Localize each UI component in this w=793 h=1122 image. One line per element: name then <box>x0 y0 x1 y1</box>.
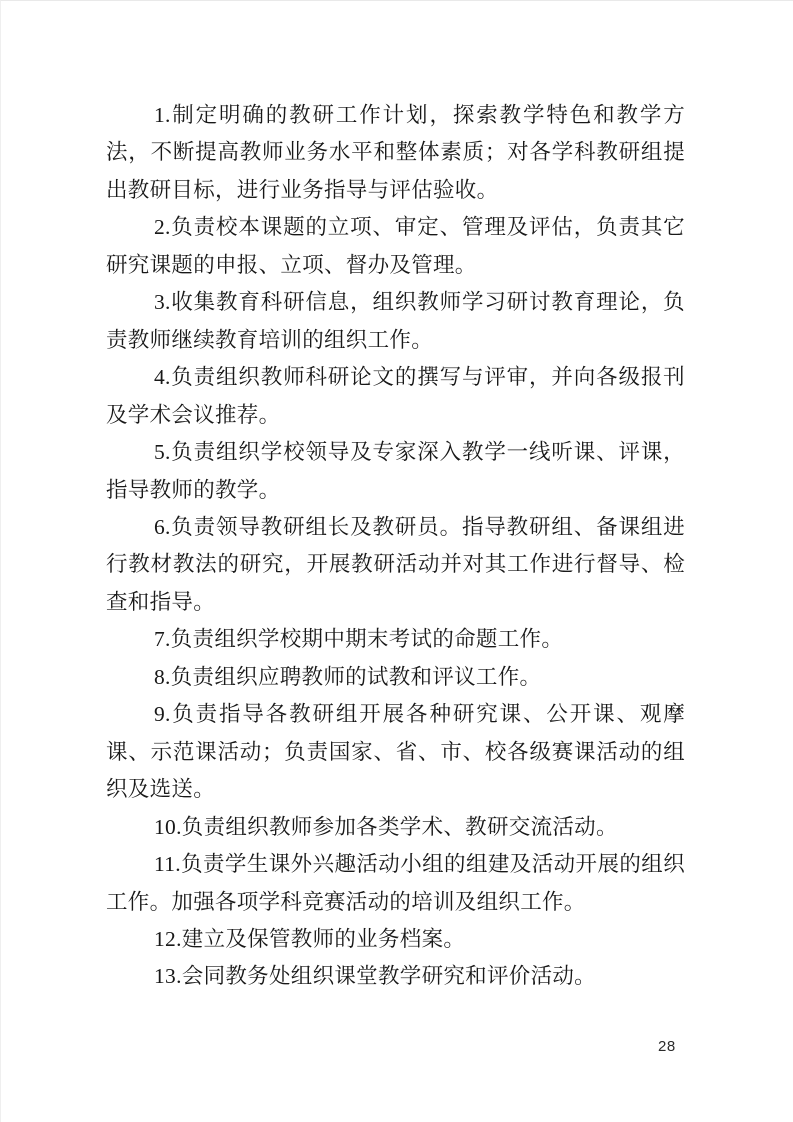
duty-item-11: 11.负责学生课外兴趣活动小组的组建及活动开展的组织工作。加强各项学科竞赛活动的培训及组织工作。 <box>106 852 685 914</box>
duty-item-2: 2.负责校本课题的立项、审定、管理及评估，负责其它研究课题的申报、立项、督办及管理。 <box>106 215 685 277</box>
duty-item-12: 12.建立及保管教师的业务档案。 <box>154 926 466 951</box>
duty-item-5: 5.负责组织学校领导及专家深入教学一线听课、评课，指导教师的教学。 <box>106 440 685 502</box>
duty-item-3: 3.收集教育科研信息，组织教师学习研讨教育理论，负责教师继续教育培训的组织工作。 <box>106 290 685 352</box>
duty-item-4: 4.负责组织教师科研论文的撰写与评审，并向各级报刊及学术会议推荐。 <box>106 365 685 427</box>
duty-item-10: 10.负责组织教师参加各类学术、教研交流活动。 <box>154 814 618 839</box>
duty-item-13: 13.会同教务处组织课堂教学研究和评价活动。 <box>154 964 596 989</box>
duty-item-9: 9.负责指导各教研组开展各种研究课、公开课、观摩课、示范课活动；负责国家、省、市、校各级赛课活动的组织及选送。 <box>106 702 685 802</box>
page-number: 28 <box>658 1038 676 1055</box>
duty-item-1: 1.制定明确的教研工作计划，探索教学特色和教学方法，不断提高教师业务水平和整体素质；对各学科教研组提出教研目标，进行业务指导与评估验收。 <box>106 103 685 202</box>
duties-list <box>106 97 685 996</box>
duty-item-7: 7.负责组织学校期中期末考试的命题工作。 <box>154 627 564 652</box>
duty-item-6: 6.负责领导教研组长及教研员。指导教研组、备课组进行教材教法的研究，开展教研活动并对其工作进行督导、检查和指导。 <box>106 514 685 614</box>
duty-item-8: 8.负责组织应聘教师的试教和评议工作。 <box>154 664 542 689</box>
